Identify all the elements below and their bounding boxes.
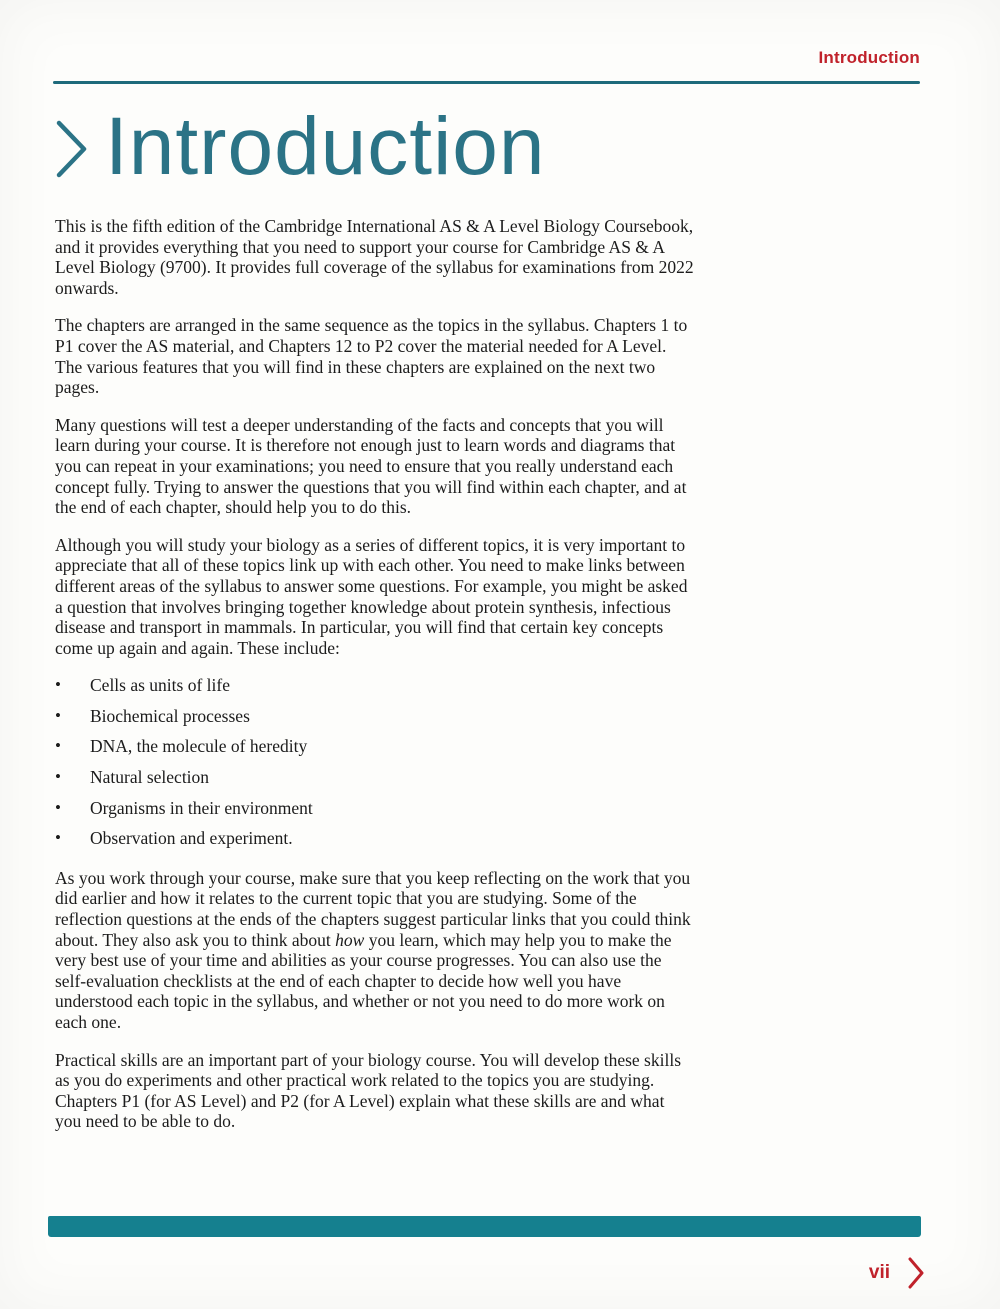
chevron-right-icon — [55, 118, 89, 185]
running-head: Introduction — [818, 48, 920, 67]
paragraph-topics: Although you will study your biology as a series of different topics, it is very important to appreciate that all of these topics link up with each other. You need to make links between different areas of the syllabus to answer some questions. For example, you might be asked a question that involves bringing together knowledge about protein synthesis, infectious disease and transport in mammals. In particular, you will find that certain key concepts come up again and again. These include: — [55, 534, 688, 658]
paragraph-edition: This is the fifth edition of the Cambridge International AS & A Level Biology Coursebook, and it provides everything that you need to support your course for Cambridge AS & A Level Biology (9700). It provides full coverage of the syllabus for examinations from 2022 onwards. — [55, 216, 694, 298]
list-item — [55, 798, 695, 819]
page-number-row — [869, 1256, 926, 1290]
reflection-text-before: As you work through your course, make sure that you keep reflecting on the work that you did earlier and how it relates to the current topic that you are studying. Some of the reflection questions at the ends of the chapters suggest particular links that you could think about. They also ask you to think about — [55, 867, 691, 950]
bullet-icon: • — [55, 705, 61, 725]
list-item-label: Biochemical processes — [90, 705, 250, 726]
footer-accent-bar — [48, 1216, 921, 1237]
reflection-text-italic: how — [335, 929, 365, 950]
list-item-label: Organisms in their environment — [90, 797, 313, 818]
page-number: vii — [868, 1262, 890, 1283]
paragraph-chapters: The chapters are arranged in the same sequence as the topics in the syllabus. Chapters 1 to P1 cover the AS material, and Chapters 12 to P2 cover the material needed for A Level. The various features that you will find in these chapters are explained on the next two pages. — [55, 315, 688, 398]
body-text — [55, 216, 695, 1149]
bullet-icon: • — [55, 767, 61, 787]
bullet-icon: • — [55, 828, 61, 848]
paragraph-practical: Practical skills are an important part of your biology course. You will develop these skills as you do experiments and other practical work related to the topics you are studying. Chapters P1 (for AS Level) and P2 (for A Level) explain what these skills are and what you need to be able to do. — [55, 1049, 682, 1132]
reflection-text-after: you learn, which may help you to make the very best use of your time and abilities as your course progresses. You can also use the self-evaluation checklists at the end of each chapter to decide how well you have understood each topic in the syllabus, and whether or not you need to do more work on each one. — [55, 929, 672, 1032]
header-rule — [53, 81, 920, 84]
list-item-label: Cells as units of life — [90, 675, 230, 696]
chapter-title — [55, 101, 546, 192]
key-concepts-list — [55, 675, 695, 849]
list-item-label: Observation and experiment. — [90, 828, 293, 849]
bullet-icon: • — [55, 736, 61, 756]
paragraph-questions: Many questions will test a deeper understanding of the facts and concepts that you will learn during your course. It is therefore not enough just to learn words and diagrams that you can repeat in your examinations; you need to ensure that you really understand each concept fully. Trying to answer the questions that you will find within each chapter, and at the end of each chapter, should help you to do this. — [55, 414, 687, 518]
list-item — [55, 675, 695, 696]
list-item-label: DNA, the molecule of heredity — [90, 736, 308, 757]
list-item — [55, 767, 695, 788]
list-item-label: Natural selection — [90, 767, 210, 788]
page-title: Introduction — [105, 101, 546, 192]
list-item — [55, 828, 695, 849]
list-item — [55, 706, 695, 727]
list-item — [55, 736, 695, 757]
chevron-right-icon — [906, 1256, 926, 1290]
bullet-icon: • — [55, 797, 61, 817]
paragraph-reflection — [55, 868, 695, 1033]
bullet-icon: • — [55, 675, 61, 695]
